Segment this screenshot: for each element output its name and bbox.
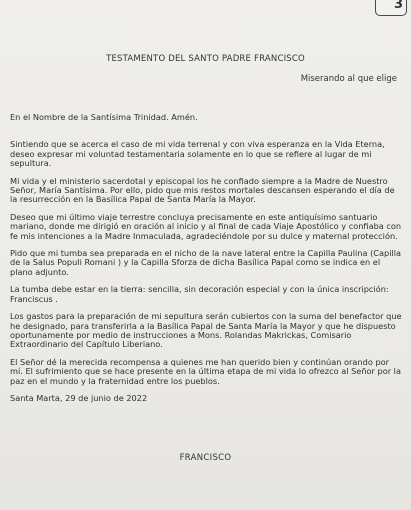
paragraph-1: Sintiendo que se acerca el caso de mi vida terrenal y con viva esperanza en la Vida Eterna, deseo expresar mi voluntad testamentaria solamente en lo que se refiere al lugar de mi sepultura. — [10, 139, 385, 169]
paragraph-4: Pido que mi tumba sea preparada en el nicho de la nave lateral entre la Capilla Paulina (Capilla de la Salus Populi Romani ) y la Capilla Sforza de dicha Basílica Papal como se indica en el plano adjunto. — [10, 248, 402, 277]
paragraph-5: La tumba debe estar en la tierra: sencilla, sin decoración especial y con la única inscripción: Franciscus . — [10, 284, 389, 304]
paragraph-6: Los gastos para la preparación de mi sepultura serán cubiertos con la suma del benefactor que he designado, para transferirla a la Basílica Papal de Santa María la Mayor y que he dispuesto oportunamente por medio de instrucciones a Mons. Rolandas Makrickas, Comisario Extraordinario del Capítulo Liberiano. — [10, 311, 402, 350]
signature: FRANCISCO — [179, 453, 232, 463]
paragraph-3: Deseo que mi último viaje terrestre concluya precisamente en este antiquísimo santuario mariano, donde me dirigió en oración al inicio y al final de cada Viaje Apostólico y confiaba con fe mis intenciones a la Madre Inmaculada, agradeciéndole por su dulce y maternal protección. — [10, 211, 402, 241]
invocation: En el Nombre de la Santísima Trinidad. Amén. — [10, 112, 198, 122]
paragraph-7: El Señor dé la merecida recompensa a quienes me han querido bien y continúan orando por mí. El sufrimiento que se hace presente en la última etapa de mi vida lo ofrezco al Señor por la paz en el mundo y la fraternidad entre los pueblos. — [10, 356, 401, 386]
document-title: TESTAMENTO DEL SANTO PADRE FRANCISCO — [106, 54, 305, 64]
document-body — [10, 113, 402, 411]
date-line: Santa Marta, 29 de junio de 2022 — [10, 392, 148, 403]
motto: Miserando al que elige — [300, 74, 397, 84]
paragraph-2: Mi vida y el ministerio sacerdotal y episcopal los he confiado siempre a la Madre de Nuestro Señor, María Santísima. Por ello, pido que mis restos mortales descansen esperando el día de la resurrección en la Basílica Papal de Santa María la Mayor. — [10, 175, 395, 205]
page-number: 3 — [393, 0, 403, 12]
